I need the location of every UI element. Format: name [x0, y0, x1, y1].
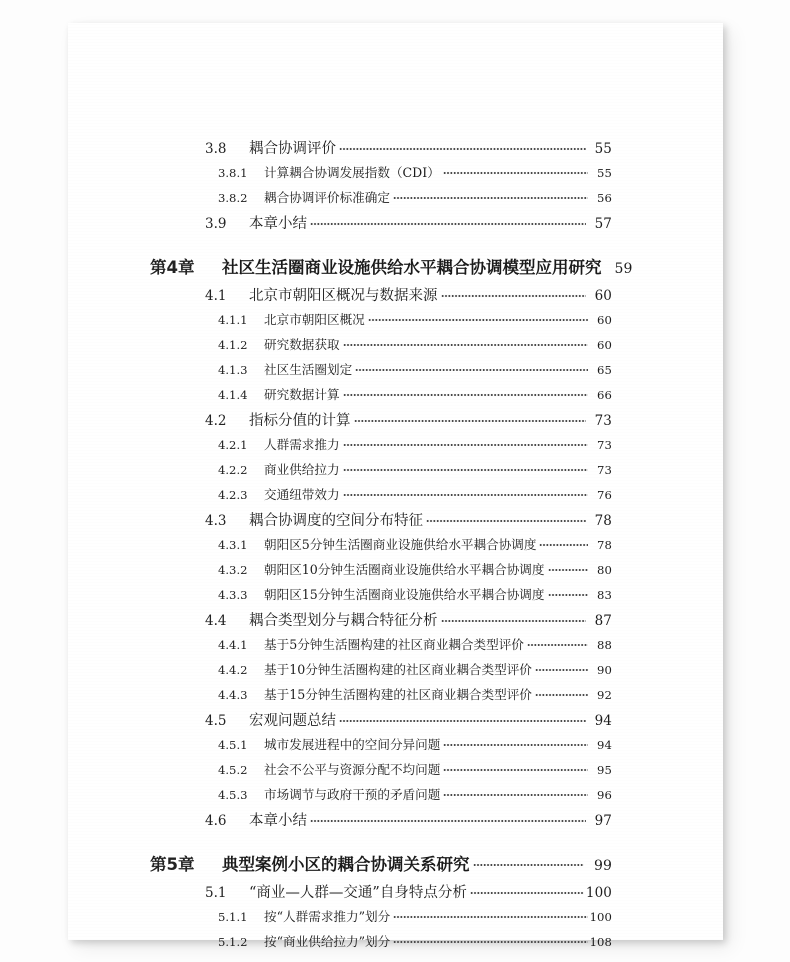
- toc-section-entry[interactable]: [150, 659, 612, 684]
- toc-entry-page-number: 73: [597, 463, 612, 477]
- toc-entry-number: 3.8: [205, 141, 227, 157]
- toc-dot-leader: [527, 636, 588, 649]
- toc-entry-title: 宏观问题总结: [249, 713, 336, 729]
- toc-dot-leader: [343, 386, 588, 399]
- toc-entry-page-number: 96: [597, 788, 612, 802]
- toc-chapter-entry[interactable]: [150, 851, 612, 881]
- toc-entry-title: 本章小结: [249, 813, 307, 829]
- toc-entry-page-number: 94: [597, 738, 612, 752]
- toc-entry-title: 耦合协调评价: [249, 141, 336, 157]
- toc-section-entry[interactable]: [150, 509, 612, 534]
- toc-dot-leader: [548, 561, 589, 574]
- toc-entry-title: 北京市朝阳区概况: [264, 312, 365, 327]
- toc-entry-number: 第4章: [150, 258, 195, 277]
- toc-section-entry[interactable]: [150, 931, 612, 956]
- toc-entry-title: 社区生活圈划定: [264, 362, 353, 377]
- toc-entry-title: 人群需求推力: [264, 437, 340, 452]
- toc-section-entry[interactable]: [150, 759, 612, 784]
- toc-entry-page-number: 108: [589, 935, 612, 949]
- toc-section-entry[interactable]: [150, 534, 612, 559]
- toc-dot-leader: [548, 586, 589, 599]
- toc-dot-leader: [443, 164, 588, 177]
- toc-entry-page-number: 88: [597, 638, 612, 652]
- toc-entry-page-number: 59: [614, 261, 633, 277]
- toc-entry-number: 4.4: [205, 613, 227, 629]
- toc-entry-number: 4.4.1: [218, 638, 248, 652]
- toc-section-entry[interactable]: [150, 684, 612, 709]
- toc-section-entry[interactable]: [150, 434, 612, 459]
- toc-section-entry[interactable]: [150, 734, 612, 759]
- toc-entry-title: 朝阳区10分钟生活圈商业设施供给水平耦合协调度: [264, 562, 545, 577]
- toc-entry-page-number: 55: [594, 141, 612, 157]
- toc-entry-title: 基于5分钟生活圈构建的社区商业耦合类型评价: [264, 637, 524, 652]
- toc-entry-number: 3.9: [205, 216, 227, 232]
- toc-entry-page-number: 83: [597, 588, 612, 602]
- toc-section-entry[interactable]: [150, 784, 612, 809]
- toc-entry-page-number: 78: [597, 538, 612, 552]
- toc-dot-leader: [426, 511, 586, 526]
- toc-entry-number: 4.5.3: [218, 788, 248, 802]
- toc-entry-page-number: 73: [597, 438, 612, 452]
- toc-entry-title: 北京市朝阳区概况与数据来源: [249, 288, 438, 304]
- toc-entry-number: 4.5: [205, 713, 227, 729]
- toc-section-entry[interactable]: [150, 634, 612, 659]
- toc-entry-title: 研究数据获取: [264, 337, 340, 352]
- toc-entry-page-number: 95: [597, 763, 612, 777]
- toc-section-entry[interactable]: [150, 459, 612, 484]
- toc-entry-page-number: 60: [597, 313, 612, 327]
- toc-section-entry[interactable]: [150, 162, 612, 187]
- toc-entry-title: “商业—人群—交通”自身特点分析: [249, 885, 467, 901]
- toc-dot-leader: [441, 286, 587, 301]
- toc-entry-title: 社区生活圈商业设施供给水平耦合协调模型应用研究: [222, 258, 602, 277]
- toc-dot-leader: [539, 536, 588, 549]
- toc-entry-title: 社会不公平与资源分配不均问题: [264, 762, 441, 777]
- toc-dot-leader: [443, 736, 588, 749]
- toc-entry-page-number: 87: [594, 613, 612, 629]
- toc-dot-leader: [473, 854, 585, 871]
- toc-section-entry[interactable]: [150, 881, 612, 906]
- toc-dot-leader: [354, 411, 587, 426]
- toc-entry-title: 研究数据计算: [264, 387, 340, 402]
- toc-entry-number: 5.1: [205, 885, 227, 901]
- toc-dot-leader: [343, 461, 588, 474]
- toc-entry-number: 3.8.2: [218, 191, 248, 205]
- toc-dot-leader: [310, 811, 586, 826]
- toc-section-entry[interactable]: [150, 709, 612, 734]
- toc-section-entry[interactable]: [150, 559, 612, 584]
- toc-entry-number: 4.6: [205, 813, 227, 829]
- toc-entry-number: 4.2.2: [218, 463, 248, 477]
- toc-entry-number: 5.1.1: [218, 910, 248, 924]
- toc-entry-number: 4.3.2: [218, 563, 248, 577]
- toc-entry-title: 朝阳区5分钟生活圈商业设施供给水平耦合协调度: [264, 537, 537, 552]
- toc-section-entry[interactable]: [150, 137, 612, 162]
- toc-entry-page-number: 94: [594, 713, 612, 729]
- toc-entry-page-number: 65: [597, 363, 612, 377]
- toc-entry-number: 4.4.3: [218, 688, 248, 702]
- toc-section-entry[interactable]: [150, 906, 612, 931]
- toc-dot-leader: [339, 711, 586, 726]
- toc-section-entry[interactable]: [150, 309, 612, 334]
- toc-entry-page-number: 55: [597, 166, 612, 180]
- toc-entry-page-number: 92: [597, 688, 612, 702]
- toc-dot-leader: [355, 361, 588, 374]
- toc-entry-page-number: 73: [594, 413, 612, 429]
- toc-dot-leader: [393, 908, 587, 921]
- toc-section-entry[interactable]: [150, 584, 612, 609]
- toc-entry-title: 指标分值的计算: [249, 413, 351, 429]
- toc-entry-number: 第5章: [150, 855, 195, 874]
- toc-dot-leader: [343, 436, 588, 449]
- toc-entry-title: 基于15分钟生活圈构建的社区商业耦合类型评价: [264, 687, 532, 702]
- toc-entry-number: 4.3: [205, 513, 227, 529]
- toc-entry-number: 4.1.1: [218, 313, 248, 327]
- toc-entry-page-number: 76: [597, 488, 612, 502]
- toc-entry-title: 商业供给拉力: [264, 462, 340, 477]
- toc-dot-leader: [310, 214, 586, 229]
- toc-entry-page-number: 99: [593, 858, 612, 874]
- toc-entry-title: 典型案例小区的耦合协调关系研究: [222, 855, 470, 874]
- toc-section-entry[interactable]: [150, 409, 612, 434]
- toc-entry-title: 市场调节与政府干预的矛盾问题: [264, 787, 441, 802]
- toc-entry-title: 朝阳区15分钟生活圈商业设施供给水平耦合协调度: [264, 587, 545, 602]
- toc-section-entry[interactable]: [150, 609, 612, 634]
- toc-entry-title: 耦合协调度的空间分布特征: [249, 513, 423, 529]
- toc-entry-title: 本章小结: [249, 216, 307, 232]
- toc-dot-leader: [441, 611, 587, 626]
- toc-entry-title: 交通纽带效力: [264, 487, 340, 502]
- toc-entry-number: 4.1.2: [218, 338, 248, 352]
- toc-entry-title: 计算耦合协调发展指数（CDI）: [264, 165, 440, 180]
- toc-entry-page-number: 56: [597, 191, 612, 205]
- toc-entry-title: 基于10分钟生活圈构建的社区商业耦合类型评价: [264, 662, 532, 677]
- toc-dot-leader: [368, 311, 588, 324]
- toc-section-entry[interactable]: [150, 484, 612, 509]
- toc-entry-title: 按“商业供给拉力”划分: [264, 934, 391, 949]
- toc-entry-number: 5.1.2: [218, 935, 248, 949]
- toc-chapter-entry[interactable]: [150, 254, 633, 284]
- toc-dot-leader: [343, 336, 588, 349]
- toc-entry-page-number: 97: [594, 813, 612, 829]
- toc-section-entry[interactable]: [150, 284, 612, 309]
- toc-entry-page-number: 90: [597, 663, 612, 677]
- toc-entry-title: 按“人群需求推力”划分: [264, 909, 391, 924]
- toc-entry-page-number: 100: [589, 910, 612, 924]
- toc-dot-leader: [393, 933, 587, 946]
- toc-entry-number: 4.3.3: [218, 588, 248, 602]
- toc-section-entry[interactable]: [150, 384, 612, 409]
- table-of-contents: [150, 137, 633, 956]
- toc-dot-leader: [393, 189, 588, 202]
- toc-entry-page-number: 80: [597, 563, 612, 577]
- toc-section-entry[interactable]: [150, 359, 612, 384]
- toc-entry-number: 3.8.1: [218, 166, 248, 180]
- toc-entry-number: 4.4.2: [218, 663, 248, 677]
- toc-entry-title: 城市发展进程中的空间分异问题: [264, 737, 441, 752]
- toc-entry-number: 4.1: [205, 288, 227, 304]
- toc-dot-leader: [339, 139, 586, 154]
- toc-dot-leader: [470, 883, 584, 898]
- toc-entry-number: 4.2.3: [218, 488, 248, 502]
- toc-entry-page-number: 60: [594, 288, 612, 304]
- toc-entry-title: 耦合协调评价标准确定: [264, 190, 390, 205]
- toc-entry-page-number: 60: [597, 338, 612, 352]
- toc-dot-leader: [535, 686, 588, 699]
- toc-entry-title: 耦合类型划分与耦合特征分析: [249, 613, 438, 629]
- toc-entry-page-number: 66: [597, 388, 612, 402]
- toc-entry-number: 4.5.1: [218, 738, 248, 752]
- toc-entry-number: 4.2.1: [218, 438, 248, 452]
- toc-entry-number: 4.1.3: [218, 363, 248, 377]
- toc-section-entry[interactable]: [150, 809, 612, 834]
- toc-entry-page-number: 57: [594, 216, 612, 232]
- toc-entry-number: 4.3.1: [218, 538, 248, 552]
- toc-entry-number: 4.2: [205, 413, 227, 429]
- toc-section-entry[interactable]: [150, 212, 612, 237]
- toc-dot-leader: [343, 486, 588, 499]
- toc-section-entry[interactable]: [150, 334, 612, 359]
- toc-entry-number: 4.5.2: [218, 763, 248, 777]
- toc-section-entry[interactable]: [150, 187, 612, 212]
- toc-dot-leader: [535, 661, 588, 674]
- toc-entry-page-number: 100: [585, 885, 612, 901]
- toc-entry-page-number: 78: [594, 513, 612, 529]
- book-page: [68, 23, 723, 949]
- toc-dot-leader: [443, 761, 588, 774]
- toc-dot-leader: [443, 786, 588, 799]
- toc-entry-number: 4.1.4: [218, 388, 248, 402]
